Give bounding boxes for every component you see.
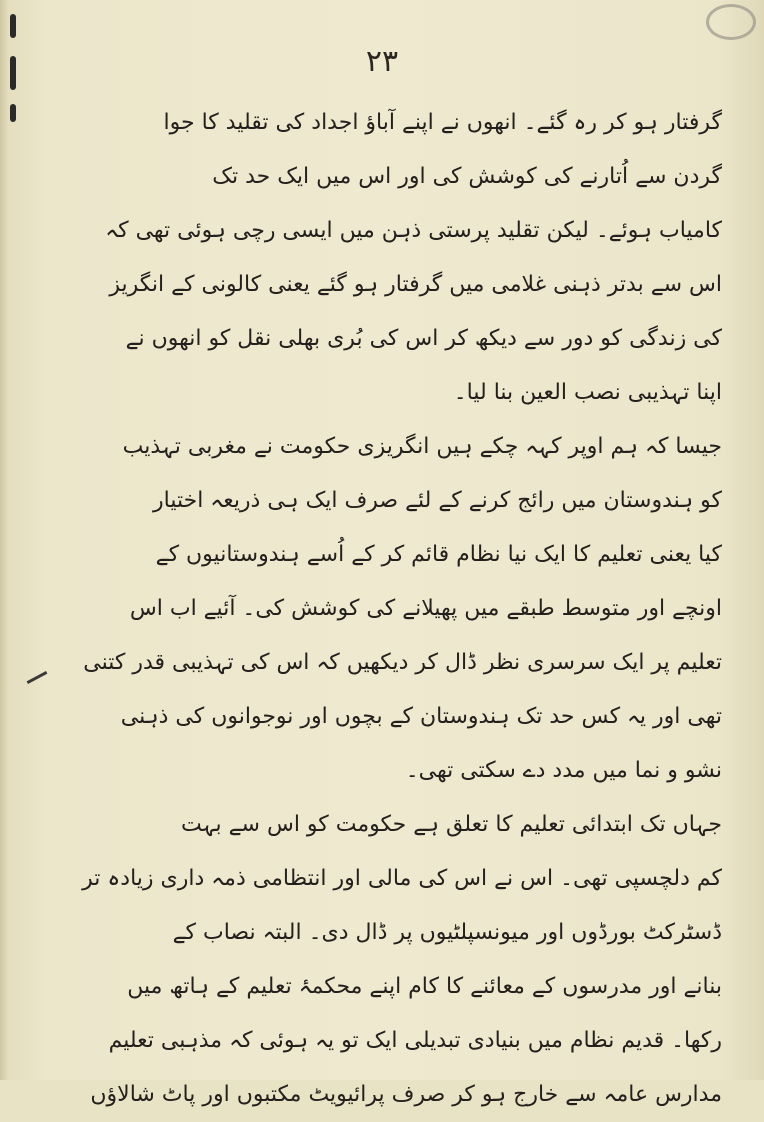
text-line: اپنا تہذیبی نصب العین بنا لیا۔ xyxy=(453,380,722,405)
text-line: کی زندگی کو دور سے دیکھ کر اس کی بُری بھلی نقل کو انھوں نے xyxy=(125,326,722,351)
binding-hole xyxy=(10,104,16,122)
text-line: جیسا کہ ہم اوپر کہہ چکے ہیں انگریزی حکومت نے مغربی تہذیب xyxy=(122,434,722,459)
page-number: ۲۳ xyxy=(365,44,399,79)
text-line: جہاں تک ابتدائی تعلیم کا تعلق ہے حکومت کو اس سے بہت xyxy=(181,812,722,837)
text-line: تعلیم پر ایک سرسری نظر ڈال کر دیکھیں کہ اس کی تہذیبی قدر کتنی xyxy=(83,650,722,675)
text-line: نشو و نما میں مدد دے سکتی تھی۔ xyxy=(405,758,722,783)
text-line: کم دلچسپی تھی۔ اس نے اس کی مالی اور انتظامی ذمہ داری زیادہ تر xyxy=(82,866,722,891)
text-line: ڈسٹرکٹ بورڈوں اور میونسپلٹیوں پر ڈال دی۔ البتہ نصاب کے xyxy=(172,920,722,945)
ink-smudge-mark xyxy=(706,4,756,40)
text-line: اس سے بدتر ذہنی غلامی میں گرفتار ہو گئے یعنی کالونی کے انگریز xyxy=(109,272,722,297)
text-line: کیا یعنی تعلیم کا ایک نیا نظام قائم کر کے اُسے ہندوستانیوں کے xyxy=(155,542,722,567)
text-line: گردن سے اُتارنے کی کوشش کی اور اس میں ایک حد تک xyxy=(212,164,722,189)
text-line: کو ہندوستان میں رائج کرنے کے لئے صرف ایک ہی ذریعہ اختیار xyxy=(153,488,722,513)
text-line: مدارس عامہ سے خارج ہو کر صرف پرائیویٹ مکتبوں اور پاٹ شالاؤں xyxy=(90,1082,722,1107)
text-line: کامیاب ہوئے۔ لیکن تقلید پرستی ذہن میں ایسی رچی ہوئی تھی کہ xyxy=(105,218,722,243)
text-line: گرفتار ہو کر رہ گئے۔ انھوں نے اپنے آباؤ اجداد کی تقلید کا جوا xyxy=(163,110,722,135)
binding-hole xyxy=(10,14,16,38)
text-line: اونچے اور متوسط طبقے میں پھیلانے کی کوشش کی۔ آئیے اب اس xyxy=(129,596,722,621)
text-line: تھی اور یہ کس حد تک ہندوستان کے بچوں اور نوجوانوں کی ذہنی xyxy=(120,704,722,729)
margin-pencil-mark xyxy=(27,671,48,684)
text-line: رکھا۔ قدیم نظام میں بنیادی تبدیلی ایک تو یہ ہوئی کہ مذہبی تعلیم xyxy=(108,1028,722,1053)
body-text xyxy=(82,96,722,1122)
binding-edge xyxy=(0,0,9,1080)
text-line: بنانے اور مدرسوں کے معائنے کا کام اپنے محکمۂ تعلیم کے ہاتھ میں xyxy=(127,974,722,999)
